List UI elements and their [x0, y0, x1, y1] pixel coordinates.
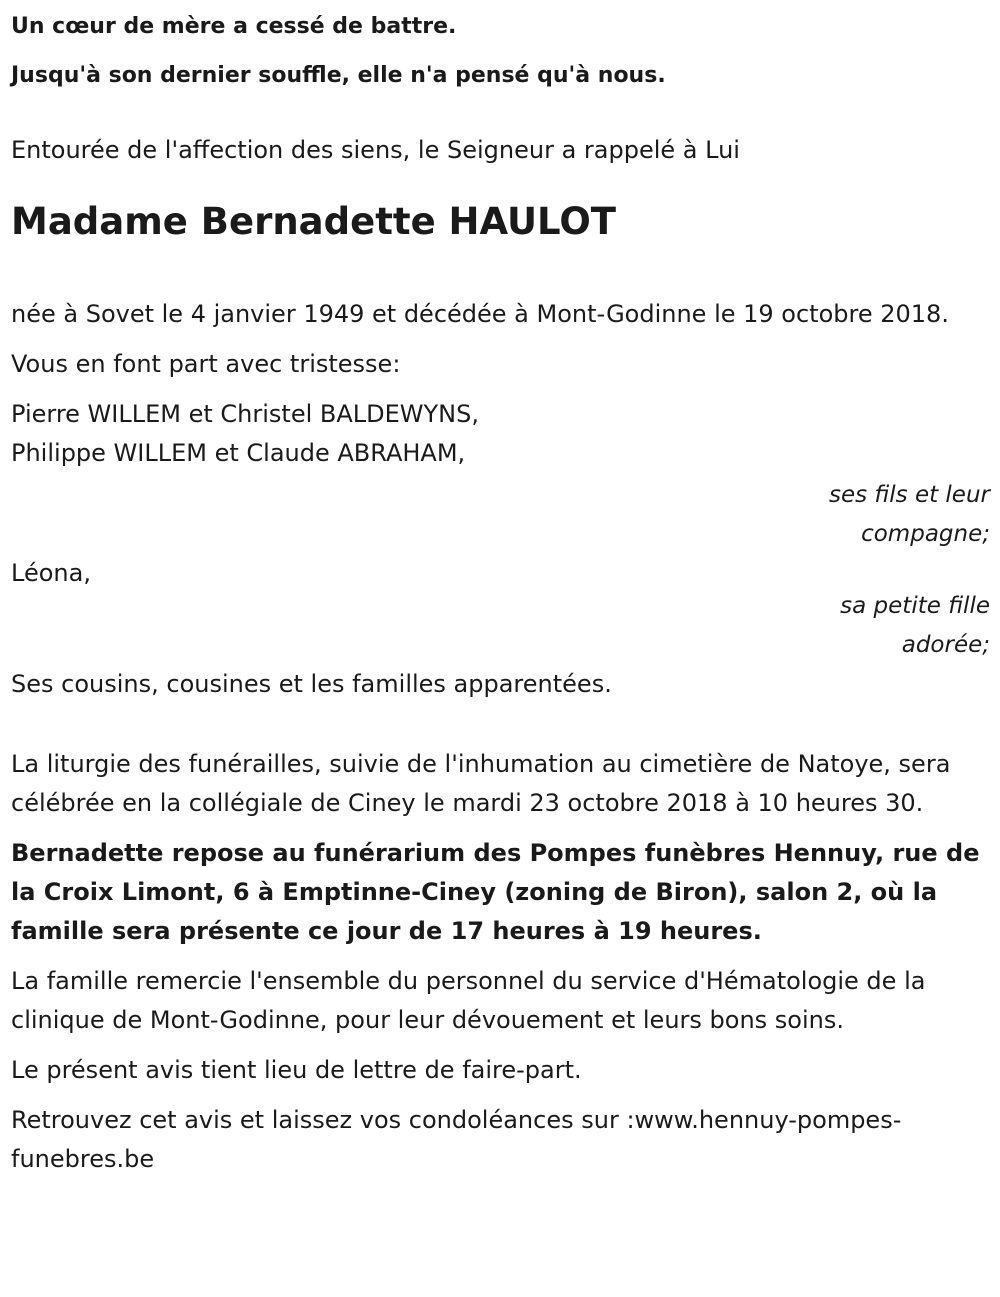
condolences-text[interactable]: Retrouvez cet avis et laissez vos condoléances sur :www.hennuy-pompes-funebres.be — [11, 1106, 902, 1173]
birth-death-text: née à Sovet le 4 janvier 1949 et décédée à Mont-Godinne le 19 octobre 2018. — [11, 300, 949, 328]
deceased-name: Madame Bernadette HAULOT — [11, 200, 617, 243]
cousins-text: Ses cousins, cousines et les familles apparentées. — [11, 670, 612, 698]
sons-line-2: Philippe WILLEM et Claude ABRAHAM, — [11, 439, 466, 467]
thanks-text: La famille remercie l'ensemble du personnel du service d'Hématologie de la clinique de Mont-Godinne, pour leur dévouement et leurs bons soins. — [11, 967, 926, 1034]
granddaughter-role: sa petite fille adorée; — [840, 593, 990, 658]
visitation-text: Bernadette repose au funérarium des Pompes funèbres Hennuy, rue de la Croix Limont, 6 à Emptinne-Ciney (zoning de Biron), salon 2, où la famille sera présente ce jour de 17 heures à 19 heures. — [11, 839, 980, 945]
announcement-text: Entourée de l'affection des siens, le Seigneur a rappelé à Lui — [11, 136, 740, 164]
intro-line-2: Jusqu'à son dernier souffle, elle n'a pensé qu'à nous. — [11, 63, 666, 88]
intro-line-1: Un cœur de mère a cessé de battre. — [11, 14, 457, 39]
share-intro-text: Vous en font part avec tristesse: — [11, 350, 401, 378]
notice-note-text: Le présent avis tient lieu de lettre de faire-part. — [11, 1056, 582, 1084]
sons-role: ses fils et leur compagne; — [828, 482, 990, 547]
funeral-text: La liturgie des funérailles, suivie de l'inhumation au cimetière de Natoye, sera célébrée en la collégiale de Ciney le mardi 23 octobre 2018 à 10 heures 30. — [11, 750, 951, 817]
sons-line-1: Pierre WILLEM et Christel BALDEWYNS, — [11, 400, 479, 428]
granddaughter-name: Léona, — [11, 559, 91, 587]
